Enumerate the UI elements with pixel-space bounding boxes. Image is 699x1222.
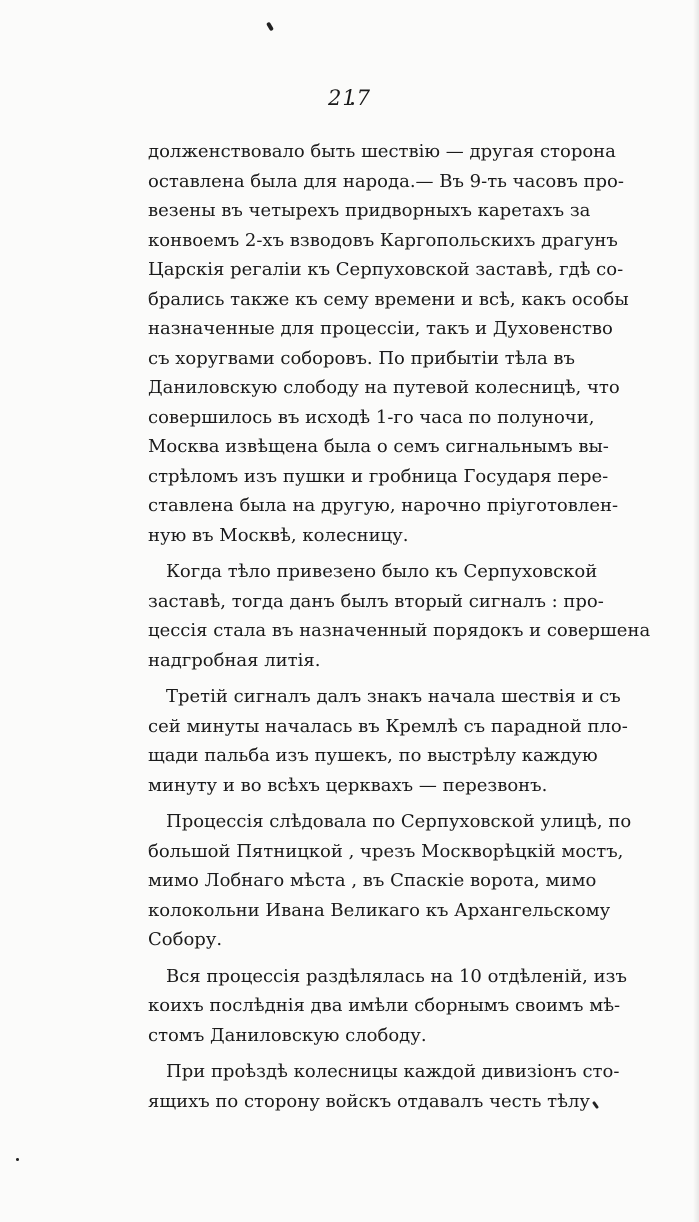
line-text: ящихъ по сторону войскъ отдавалъ честь тѣлу <box>148 1090 591 1112</box>
line-text: конвоемъ 2-хъ взводовъ Каргопольскихъ драгунъ <box>148 229 618 251</box>
line-text: брались также къ сему времени и всѣ, какъ особы <box>148 288 629 310</box>
line-text: заставѣ, тогда данъ былъ вторый сигналъ : про- <box>148 590 604 612</box>
line-text: коихъ послѣднія два имѣли сборнымъ своимъ мѣ- <box>148 995 621 1016</box>
line-text: сей минуты началась въ Кремлѣ съ парадной пло- <box>148 715 628 737</box>
line-text: оставлена была для народа.— Въ 9-ть часовъ про- <box>148 170 624 192</box>
text-line <box>148 991 621 1021</box>
line-text: надгробная литія. <box>148 649 321 671</box>
body-text <box>148 137 651 1123</box>
text-line <box>148 557 598 587</box>
text-line <box>148 167 624 197</box>
text-line <box>148 491 619 521</box>
line-text: щади пальба изъ пушекъ, по выстрѣлу каждую <box>148 745 598 766</box>
line-text: совершилось въ исходѣ 1-го часа по полуночи, <box>148 406 595 428</box>
line-text: большой Пятницкой , чрезъ Москворѣцкій мостъ, <box>148 840 624 862</box>
paragraph <box>148 962 627 1051</box>
text-line <box>148 807 632 837</box>
paragraph <box>148 807 632 955</box>
text-line <box>148 925 568 955</box>
text-line <box>148 462 609 492</box>
ink-speck <box>266 22 274 32</box>
line-text: съ хоругвами соборовъ. По прибытіи тѣла въ <box>148 347 576 369</box>
text-line <box>148 712 628 742</box>
page-number: 217 <box>327 86 372 110</box>
line-text: Третій сигналъ далъ знакъ начала шествія и съ <box>166 686 621 707</box>
page-edge-shadow <box>693 0 699 1222</box>
text-line <box>148 616 651 646</box>
paragraph <box>148 682 628 800</box>
line-text: При проѣздѣ колесницы каждой дивизіонъ сто- <box>166 1061 620 1082</box>
line-text: минуту и во всѣхъ церквахъ — перезвонъ. <box>148 774 548 796</box>
text-line <box>148 226 618 256</box>
text-line <box>148 196 591 226</box>
line-text: Собору. <box>148 929 223 950</box>
text-line <box>148 137 616 167</box>
line-text: Даниловскую слободу на путевой колесницѣ, что <box>148 377 620 398</box>
paragraph <box>148 137 629 550</box>
line-text: везены въ четырехъ придворныхъ каретахъ за <box>148 200 591 221</box>
line-text: стрѣломъ изъ пушки и гробница Государя пере- <box>148 465 609 487</box>
line-text: Москва извѣщена была о семъ сигнальнымъ вы- <box>148 436 609 457</box>
text-line <box>148 771 568 801</box>
paragraph <box>148 557 651 675</box>
text-line <box>148 373 620 403</box>
text-line <box>148 682 621 712</box>
line-text: колокольни Ивана Великаго къ Архангельскому <box>148 899 611 921</box>
line-text: цессія стала въ назначенный порядокъ и совершена <box>148 620 651 641</box>
text-line <box>148 837 624 867</box>
text-line <box>148 1021 568 1051</box>
line-text: Процессія слѣдовала по Серпуховской улицѣ, по <box>166 811 632 832</box>
text-line <box>148 741 598 771</box>
text-line <box>148 285 629 315</box>
text-line <box>148 896 611 926</box>
paragraph <box>148 1057 620 1116</box>
text-line <box>148 587 604 617</box>
line-text: ставлена была на другую, нарочно пріуготовлен- <box>148 495 619 516</box>
text-line <box>148 866 597 896</box>
line-text: стомъ Даниловскую слободу. <box>148 1024 427 1046</box>
line-text: Вся процессія раздѣлялась на 10 отдѣленій, изъ <box>166 965 627 987</box>
line-text: назначенные для процессіи, такъ и Духовенство <box>148 318 613 339</box>
text-line <box>148 1087 591 1117</box>
line-text: Когда тѣло привезено было къ Серпуховской <box>166 561 598 582</box>
text-line <box>148 1057 620 1087</box>
ink-speck <box>16 1158 19 1161</box>
line-text: Царскія регаліи къ Серпуховской заставѣ, гдѣ со- <box>148 259 624 280</box>
text-line <box>148 344 576 374</box>
text-line <box>148 255 624 285</box>
ink-speck <box>592 1101 599 1109</box>
text-line <box>148 521 568 551</box>
line-text: ную въ Москвѣ, колесницу. <box>148 524 409 546</box>
text-line <box>148 432 609 462</box>
text-line <box>148 403 595 433</box>
text-line <box>148 646 568 676</box>
line-text: долженствовало быть шествію — другая сторона <box>148 141 616 162</box>
text-line <box>148 962 627 992</box>
line-text: мимо Лобнаго мѣста , въ Спаскіе ворота, мимо <box>148 870 597 891</box>
text-line <box>148 314 613 344</box>
